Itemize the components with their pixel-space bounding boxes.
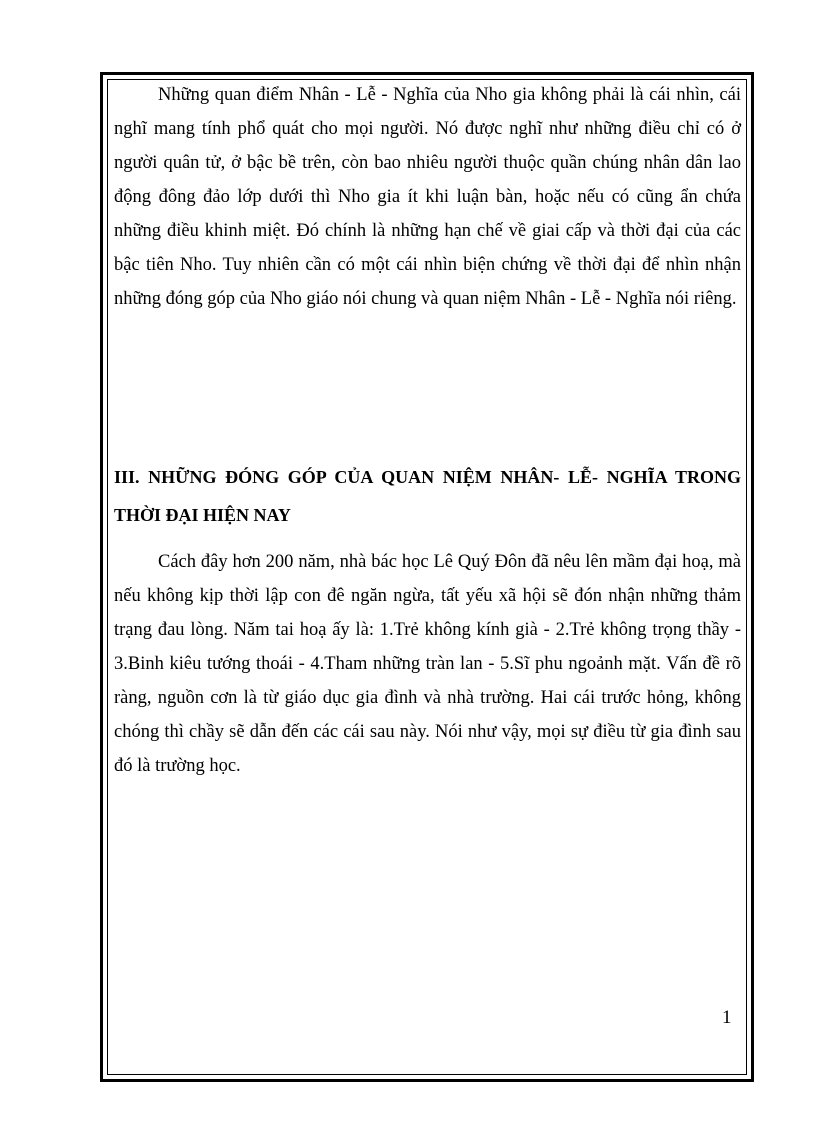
page-number: 1 <box>722 1007 732 1028</box>
section-heading: III. NHỮNG ĐÓNG GÓP CỦA QUAN NIỆM NHÂN- LỄ- NGHĨA TRONG THỜI ĐẠI HIỆN NAY <box>114 467 741 525</box>
body-paragraph-1: Những quan điểm Nhân - Lễ - Nghĩa của Nho gia không phải là cái nhìn, cái nghĩ mang tính phổ quát cho mọi người. Nó được nghĩ như những điều chỉ có ở người quân tử, ở bậc bề trên, còn bao nhiêu người thuộc quần chúng nhân dân lao động đông đảo lớp dưới thì Nho gia ít khi luận bàn, hoặc nếu có cũng ẩn chứa những điều khinh miệt. Đó chính là những hạn chế về giai cấp và thời đại của các bậc tiên Nho. Tuy nhiên cần có một cái nhìn biện chứng về thời đại để nhìn nhận những đóng góp của Nho giáo nói chung và quan niệm Nhân - Lễ - Nghĩa nói riêng. <box>114 85 741 309</box>
body-paragraph-2: Cách đây hơn 200 năm, nhà bác học Lê Quý Đôn đã nêu lên mầm đại hoạ, mà nếu không kịp thời lập con đê ngăn ngừa, tất yếu xã hội sẽ đón nhận những thảm trạng đau lòng. Năm tai hoạ ấy là: 1.Trẻ không kính già - 2.Trẻ không trọng thầy - 3.Binh kiêu tướng thoái - 4.Tham những tràn lan - 5.Sĩ phu ngoảnh mặt. Vấn đề rõ ràng, nguồn cơn là từ giáo dục gia đình và nhà trường. Hai cái trước hỏng, không chóng thì chầy sẽ dẫn đến các cái sau này. Nói như vậy, mọi sự điều từ gia đình sau đó là trường học. <box>114 552 741 776</box>
